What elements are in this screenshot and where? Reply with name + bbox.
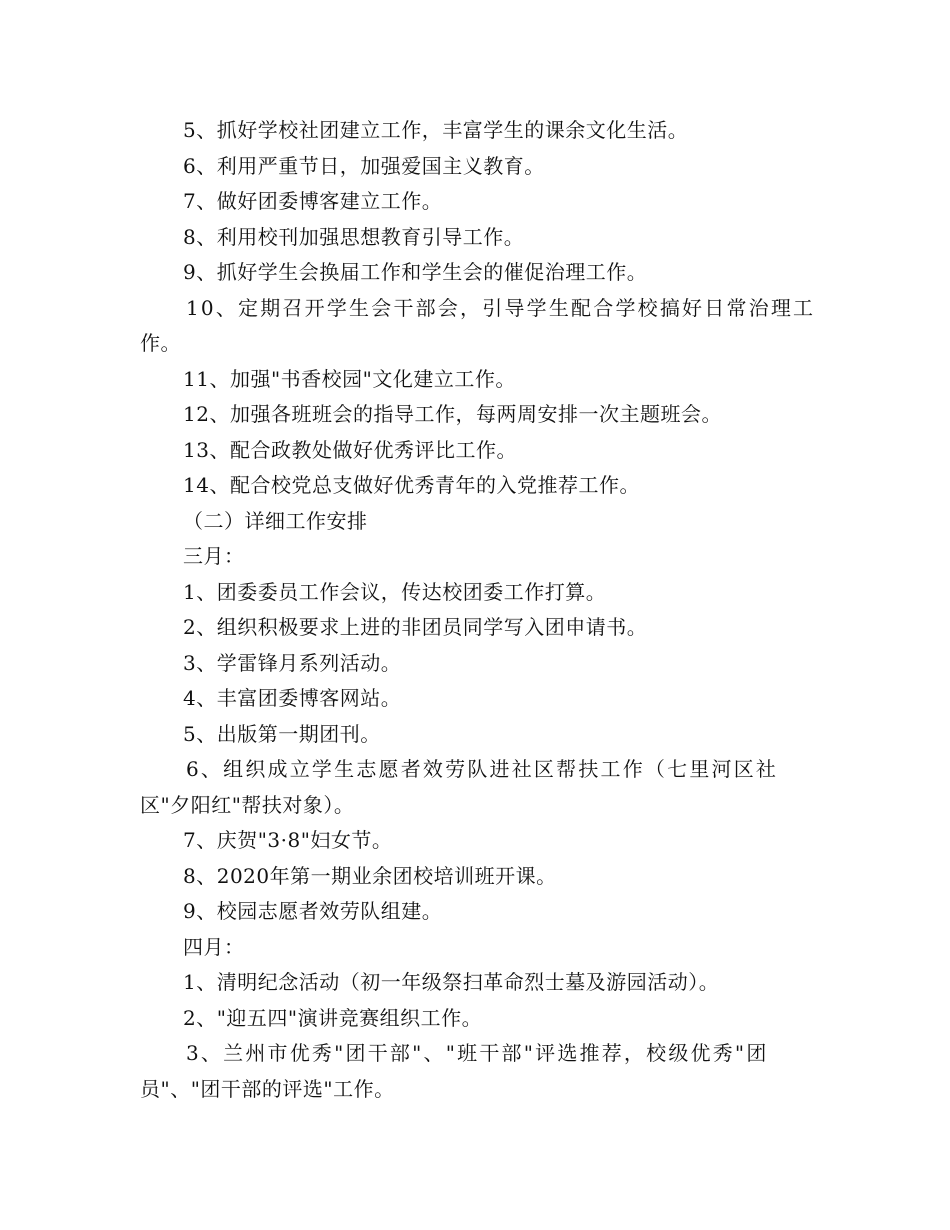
text-line: 6、利用严重节日，加强爱国主义教育。 <box>183 154 545 178</box>
text-line: 7、庆贺"3·8"妇女节。 <box>183 828 393 852</box>
text-line: 2、组织积极要求上进的非团员同学写入团申请书。 <box>183 615 648 639</box>
text-line: 9、校园志愿者效劳队组建。 <box>183 899 443 923</box>
text-line: 3、兰州市优秀"团干部"、"班干部"评选推荐，校级优秀"团 <box>186 1041 769 1065</box>
section-heading: （二）详细工作安排 <box>183 509 368 533</box>
text-line: 5、抓好学校社团建立工作，丰富学生的课余文化生活。 <box>183 118 689 142</box>
text-line: 9、抓好学生会换届工作和学生会的催促治理工作。 <box>183 260 648 284</box>
text-line: 8、利用校刊加强思想教育引导工作。 <box>183 225 525 249</box>
text-line: 2、"迎五四"演讲竞赛组织工作。 <box>183 1006 483 1030</box>
text-line: 7、做好团委博客建立工作。 <box>183 189 443 213</box>
text-line: 员"、"团干部的评选"工作。 <box>140 1077 395 1101</box>
text-line: 13、配合政教处做好优秀评比工作。 <box>183 438 517 462</box>
text-line: 4、丰富团委博客网站。 <box>183 686 402 710</box>
text-line: 1、清明纪念活动（初一年级祭扫革命烈士墓及游园活动）。 <box>183 970 720 994</box>
text-line: 10、定期召开学生会干部会，引导学生配合学校搞好日常治理工 <box>186 296 816 320</box>
text-line: 3、学雷锋月系列活动。 <box>183 651 402 675</box>
text-line: 作。 <box>140 331 181 355</box>
text-line: 6、组织成立学生志愿者效劳队进社区帮扶工作（七里河区社 <box>186 757 779 781</box>
text-line: 11、加强"书香校园"文化建立工作。 <box>183 367 516 391</box>
text-line: 14、配合校党总支做好优秀青年的入党推荐工作。 <box>183 473 640 497</box>
text-line: 12、加强各班班会的指导工作，每两周安排一次主题班会。 <box>183 402 722 426</box>
text-line: 5、出版第一期团刊。 <box>183 722 381 746</box>
text-line: 1、团委委员工作会议，传达校团委工作打算。 <box>183 580 607 604</box>
month-heading: 三月： <box>183 544 245 568</box>
month-heading: 四月： <box>183 935 245 959</box>
text-line: 8、2020年第一期业余团校培训班开课。 <box>183 864 557 888</box>
text-line: 区"夕阳红"帮扶对象）。 <box>140 793 355 817</box>
